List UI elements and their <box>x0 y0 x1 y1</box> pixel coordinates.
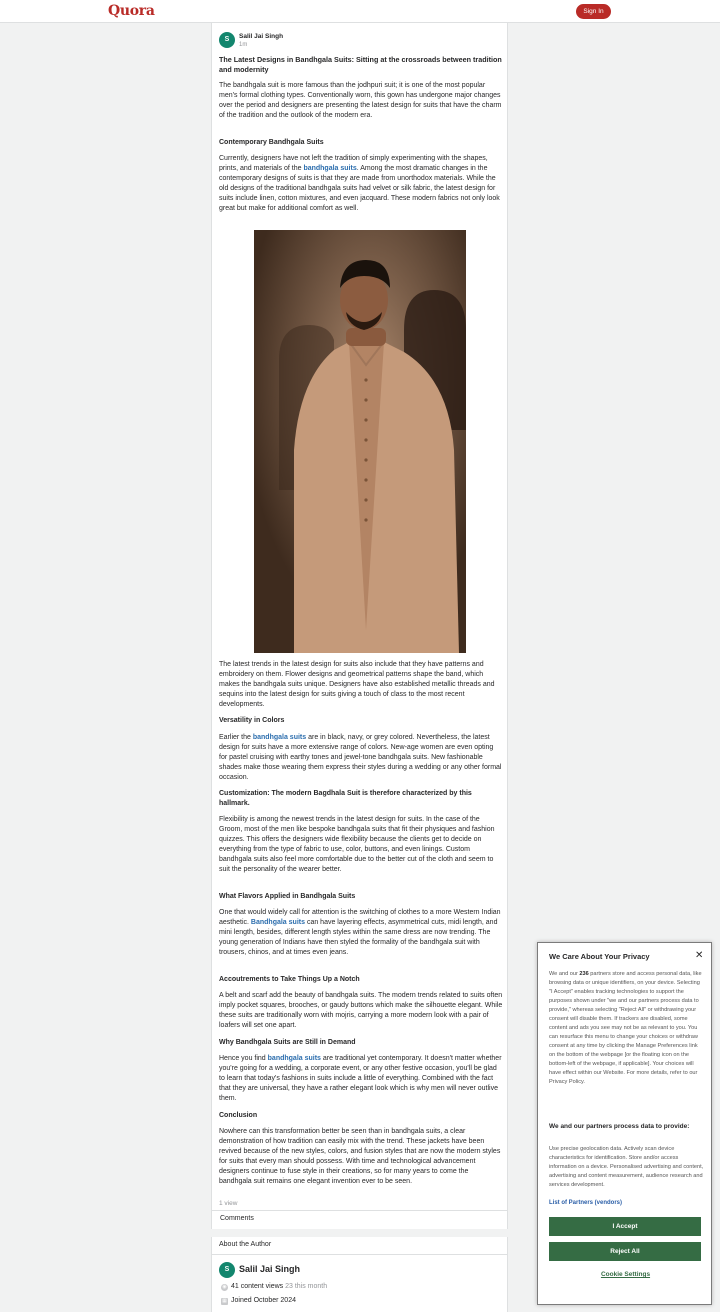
privacy-purposes-heading: We and our partners process data to provide: <box>549 1123 690 1130</box>
section-heading: What Flavors Applied in Bandhgala Suits <box>219 893 356 900</box>
paragraph: One that would widely call for attention is the switching of clothes to a more Western Indian aesthetic. Bandhgala suits can have layering effects, asymmetrical cuts, midi length, and mini length, besides, different length styles within the same dress are now trending. The young generation of Indians have then styled the formality of the bandhgala suit with trousers, chinos, and at times even jeans. <box>219 909 501 956</box>
calendar-icon: ▦ <box>222 1298 227 1304</box>
author-name[interactable]: Salil Jai Singh <box>239 33 284 40</box>
cookie-settings-button[interactable]: Cookie Settings <box>600 1271 651 1278</box>
section-heading: Accoutrements to Take Things Up a Notch <box>219 976 360 983</box>
about-author-name[interactable]: Salil Jai Singh <box>239 1264 301 1274</box>
paragraph: Nowhere can this transformation better be seen than in bandhgala suits, a clear demonstration of how tradition can easily mix with the trend. These jackets have been revived because of the new styles, colors, and fusion styles that are now the modern styles for suits that every man should possess. With time and technological advancement designers continue to fuse style in their creations, so for many years to come the bandhgala suit remains one elegant invention ever to be seen. <box>219 1128 501 1185</box>
paragraph: Hence you find bandhgala suits are traditional yet contemporary. It doesn't matter whether you're going for a wedding, a corporate event, or any other festive occasion, you'll be glad to learn that today's fashions in suits include a little of everything. Combined with the fact that they are universal, they have a rather elegant look which is why men will never outlive them. <box>219 1055 502 1102</box>
bandhgala-suits-link[interactable]: Bandhgala suits <box>250 919 305 926</box>
comments-label[interactable]: Comments <box>220 1215 254 1222</box>
divider <box>211 1254 508 1255</box>
section-heading: Customization: The modern Bagdhala Suit is therefore characterized by this hallmark. <box>219 790 472 807</box>
about-author-avatar[interactable]: S <box>219 1262 235 1278</box>
sign-in-button[interactable]: Sign In <box>576 4 611 19</box>
view-count: 1 view <box>219 1200 238 1207</box>
eye-icon: ◉ <box>222 1284 227 1290</box>
section-heading: Versatility in Colors <box>219 717 285 724</box>
section-heading: Contemporary Bandhgala Suits <box>219 139 324 146</box>
bandhgala-suits-link[interactable]: bandhgala suits <box>267 1055 321 1062</box>
paragraph: The bandhgala suit is more famous than the jodhpuri suit; it is one of the most popular men's formal clothing types. Conventionally worn, this gown has undergone major changes over the period and designers are presenting the latest design for suits that have the charm of the tradition and the outlook of the modern era. <box>219 82 502 119</box>
paragraph: The latest trends in the latest design for suits also include that they have patterns and embroidery on them. Flower designs and geometrical patterns shape the band, which makes the bandhgala suits unique. Designers have also established metallic threads and sequins into the latest design for suits giving a touch of class to the most recent developments. <box>219 661 495 708</box>
paragraph: Earlier the bandhgala suits are in black, navy, or grey colored. Nevertheless, the latest design for suits have a more extensive range of colors. New-age women are even opting for pastel cruising with earthy tones and jewel-tone bandhgala suits. New fashionable shades make those wearing them express their styles during a wedding or any other formal occasion. <box>219 734 502 781</box>
post-title: The Latest Designs in Bandhgala Suits: Sitting at the crossroads between tradition and modernity <box>219 55 502 74</box>
section-heading: Conclusion <box>219 1112 258 1119</box>
privacy-description: We and our 236 partners store and access personal data, like browsing data or unique identifiers, on your device. Selecting "I Accept" enables tracking technologies to support the purposes shown under "we and our partners process data to provide," whereas selecting "Reject All" or withdrawing your consent will disable them. If trackers are disabled, some content and ads you see may not be as relevant to you. You can resurface this menu to change your choices or withdraw consent at any time by clicking the Manage Preferences link on the bottom of the webpage [or the floating icon on the bottom-left of the webpage, if applicable]. Your choices will have effect within our Website. For more details, refer to our Privacy Policy. <box>549 971 702 1085</box>
joined-date: Joined October 2024 <box>231 1297 296 1304</box>
privacy-consent-dialog <box>537 942 712 1305</box>
suit-model-photo <box>254 230 466 653</box>
model-illustration <box>254 230 466 653</box>
author-avatar[interactable]: S <box>219 32 235 48</box>
section-heading: Why Bandhgala Suits are Still in Demand <box>219 1039 356 1046</box>
accept-button[interactable]: I Accept <box>549 1217 701 1236</box>
list-of-partners-link[interactable]: List of Partners (vendors) <box>549 1200 623 1206</box>
comments-section[interactable] <box>211 1210 508 1229</box>
paragraph: Flexibility is among the newest trends in the latest design for suits. In the case of the Groom, most of the men like bespoke bandhgala suits that fit their physiques and fashion quizzes. This offers the designers wide flexibility because the clients get to decide on everything from the type of fabric to use, color, buttons, and even linings. Custom bandhgala suits also feel more comfortable due to the better cut of the cloth and seem to suit the personality of the wearer better. <box>219 816 495 873</box>
post-timestamp: 1m <box>239 42 248 48</box>
quora-logo[interactable]: Quora <box>108 3 155 19</box>
reject-all-button[interactable]: Reject All <box>549 1242 701 1261</box>
close-icon[interactable]: ✕ <box>695 950 704 961</box>
top-bar <box>0 0 720 23</box>
bandhgala-suits-link[interactable]: bandhgala suits <box>252 734 307 741</box>
paragraph: Currently, designers have not left the tradition of simply experimenting with the shapes, prints, and materials of the bandhgala suits. Among the most dramatic changes in the contemporary designs of suits is that they are made from unorthodox materials. While the old designs of the traditional bandhgala suits had velvet or silk fabric, the latest design for suits include linen, cotton mixtures, and even jacquard. These modern fabrics not only look great but make for additional comfort as well. <box>219 155 500 212</box>
about-author-label: About the Author <box>219 1241 272 1248</box>
paragraph: A belt and scarf add the beauty of bandhgala suits. The modern trends related to suits often imply pocket squares, brooches, or gaudy buttons which make the silhouette elegant. While these suits are traditionally worn with mojris, carrying a more modern look with a pair of loafers will set one apart. <box>219 992 503 1029</box>
bandhgala-suits-link[interactable]: bandhgala suits <box>303 165 357 172</box>
privacy-dialog-title: We Care About Your Privacy <box>549 952 650 961</box>
content-views-stat: 41 content views 23 this month <box>231 1283 328 1290</box>
privacy-purposes-list: Use precise geolocation data. Actively scan device characteristics for identification. Store and/or access information on a device. Personalised advertising and content, advertising and content measurement, audience research and services development. <box>549 1146 704 1188</box>
